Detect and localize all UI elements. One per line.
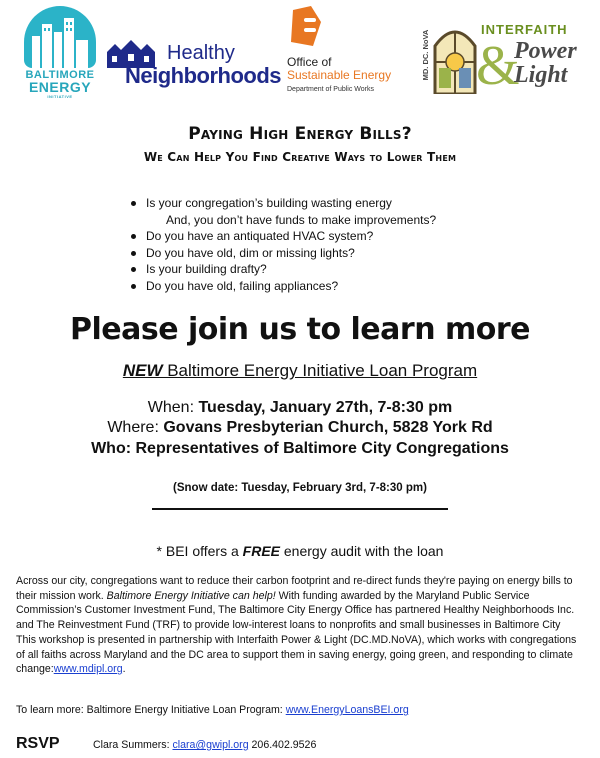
event-who: Who: Representatives of Baltimore City Congregations <box>91 440 509 457</box>
learn-more-text: To learn more: Baltimore Energy Initiative Loan Program: <box>16 704 286 716</box>
list-item: Is your congregation’s building wasting energy <box>130 196 570 211</box>
event-when <box>0 398 600 418</box>
program-name: Baltimore Energy Initiative Loan Program <box>162 361 478 380</box>
rsvp-name: Clara Summers: <box>93 739 173 751</box>
offer-free: FREE <box>242 543 280 559</box>
ose-logo-line3: Department of Public Works <box>287 86 375 93</box>
question-list <box>130 196 570 296</box>
paragraph1-part-a: Across our city, congregations want to reduce their carbon footprint and re-direct funds they're paying on energy bills to their mission work. <box>16 575 573 602</box>
ipl-logo-line1: INTERFAITH <box>481 22 568 37</box>
event-where <box>0 418 600 438</box>
stained-glass-window-icon <box>433 24 477 94</box>
free-audit-offer <box>0 542 600 560</box>
paragraph2-text: This workshop is presented in partnership with Interfaith Power & Light (DC.MD.NoVA), which works with congregations of all faiths across Maryland and the DC area to support them in saving energy, going green, and responding to climate change: <box>16 634 577 676</box>
office-of-sustainable-energy-logo <box>285 6 410 96</box>
divider-line <box>152 508 448 510</box>
list-item: Do you have old, failing appliances? <box>130 279 570 294</box>
plug-icon <box>287 6 325 48</box>
offer-pre: * BEI offers a <box>156 543 243 559</box>
main-heading: Paying High Energy Bills? <box>188 124 412 144</box>
join-heading: Please join us to learn more <box>69 312 531 347</box>
partnership-paragraph <box>16 633 586 677</box>
paragraph1-emphasis: Baltimore Energy Initiative can help! <box>106 589 276 602</box>
offer-post: energy audit with the loan <box>280 543 444 559</box>
ose-logo-line1: Office of <box>287 55 332 69</box>
learn-more-line <box>16 703 586 718</box>
sub-heading: We Can Help You Find Creative Ways to Lower Them <box>143 150 457 164</box>
list-item: Do you have an antiquated HVAC system? <box>130 229 570 244</box>
ipl-ampersand: & <box>476 35 520 97</box>
where-label: Where: <box>107 419 164 436</box>
ipl-logo-line2: Power <box>514 38 577 64</box>
rsvp-contact <box>93 738 316 752</box>
hn-logo-line1: Healthy <box>167 42 235 64</box>
rsvp-email-link[interactable]: clara@gwipl.org <box>172 739 249 751</box>
list-item-continuation: And, you don’t have funds to make improvements? <box>166 212 437 227</box>
when-label: When: <box>147 399 199 416</box>
paragraph1-part-c: With funding awarded by the Maryland Public Service Commission’s Customer Investment Fund, The Baltimore City Energy Office has partnered Healthy Neighborhoods Inc. and The Reinvestment Fund (TRF) to provide low-interest loans to nonprofits and small businesses in Baltimore City <box>16 589 575 631</box>
bei-logo-line1: BALTIMORE <box>25 69 95 81</box>
bei-logo-line3: INITIATIVE <box>47 94 73 99</box>
baltimore-energy-initiative-logo <box>20 6 100 98</box>
bei-logo-line2: ENERGY <box>28 79 92 95</box>
program-title <box>0 360 600 382</box>
where-value: Govans Presbyterian Church, 5828 York Rd <box>163 419 493 436</box>
new-label: NEW <box>122 361 163 380</box>
ipl-logo-line3: Light <box>514 62 568 88</box>
city-skyline-icon <box>24 6 96 68</box>
hn-logo-line2: Neighborhoods <box>125 63 282 88</box>
healthy-neighborhoods-logo <box>105 36 282 92</box>
rsvp-label: RSVP <box>16 735 60 752</box>
when-value: Tuesday, January 27th, 7-8:30 pm <box>198 399 453 416</box>
mdipl-link[interactable]: www.mdipl.org <box>53 663 123 676</box>
interfaith-power-light-logo <box>418 20 588 98</box>
snow-date: (Snow date: Tuesday, February 3rd, 7-8:30 pm) <box>173 482 427 494</box>
paragraph2-end: . <box>122 663 126 676</box>
ipl-region-label: MD. DC. NoVA <box>421 29 430 81</box>
energyloans-link[interactable]: www.EnergyLoansBEI.org <box>285 704 409 716</box>
rsvp-phone: 206.402.9526 <box>248 739 317 751</box>
list-item: Do you have old, dim or missing lights? <box>130 246 570 261</box>
list-item: Is your building drafty? <box>130 262 570 277</box>
description-paragraph <box>16 574 586 632</box>
ose-logo-line2: Sustainable Energy <box>287 68 392 82</box>
